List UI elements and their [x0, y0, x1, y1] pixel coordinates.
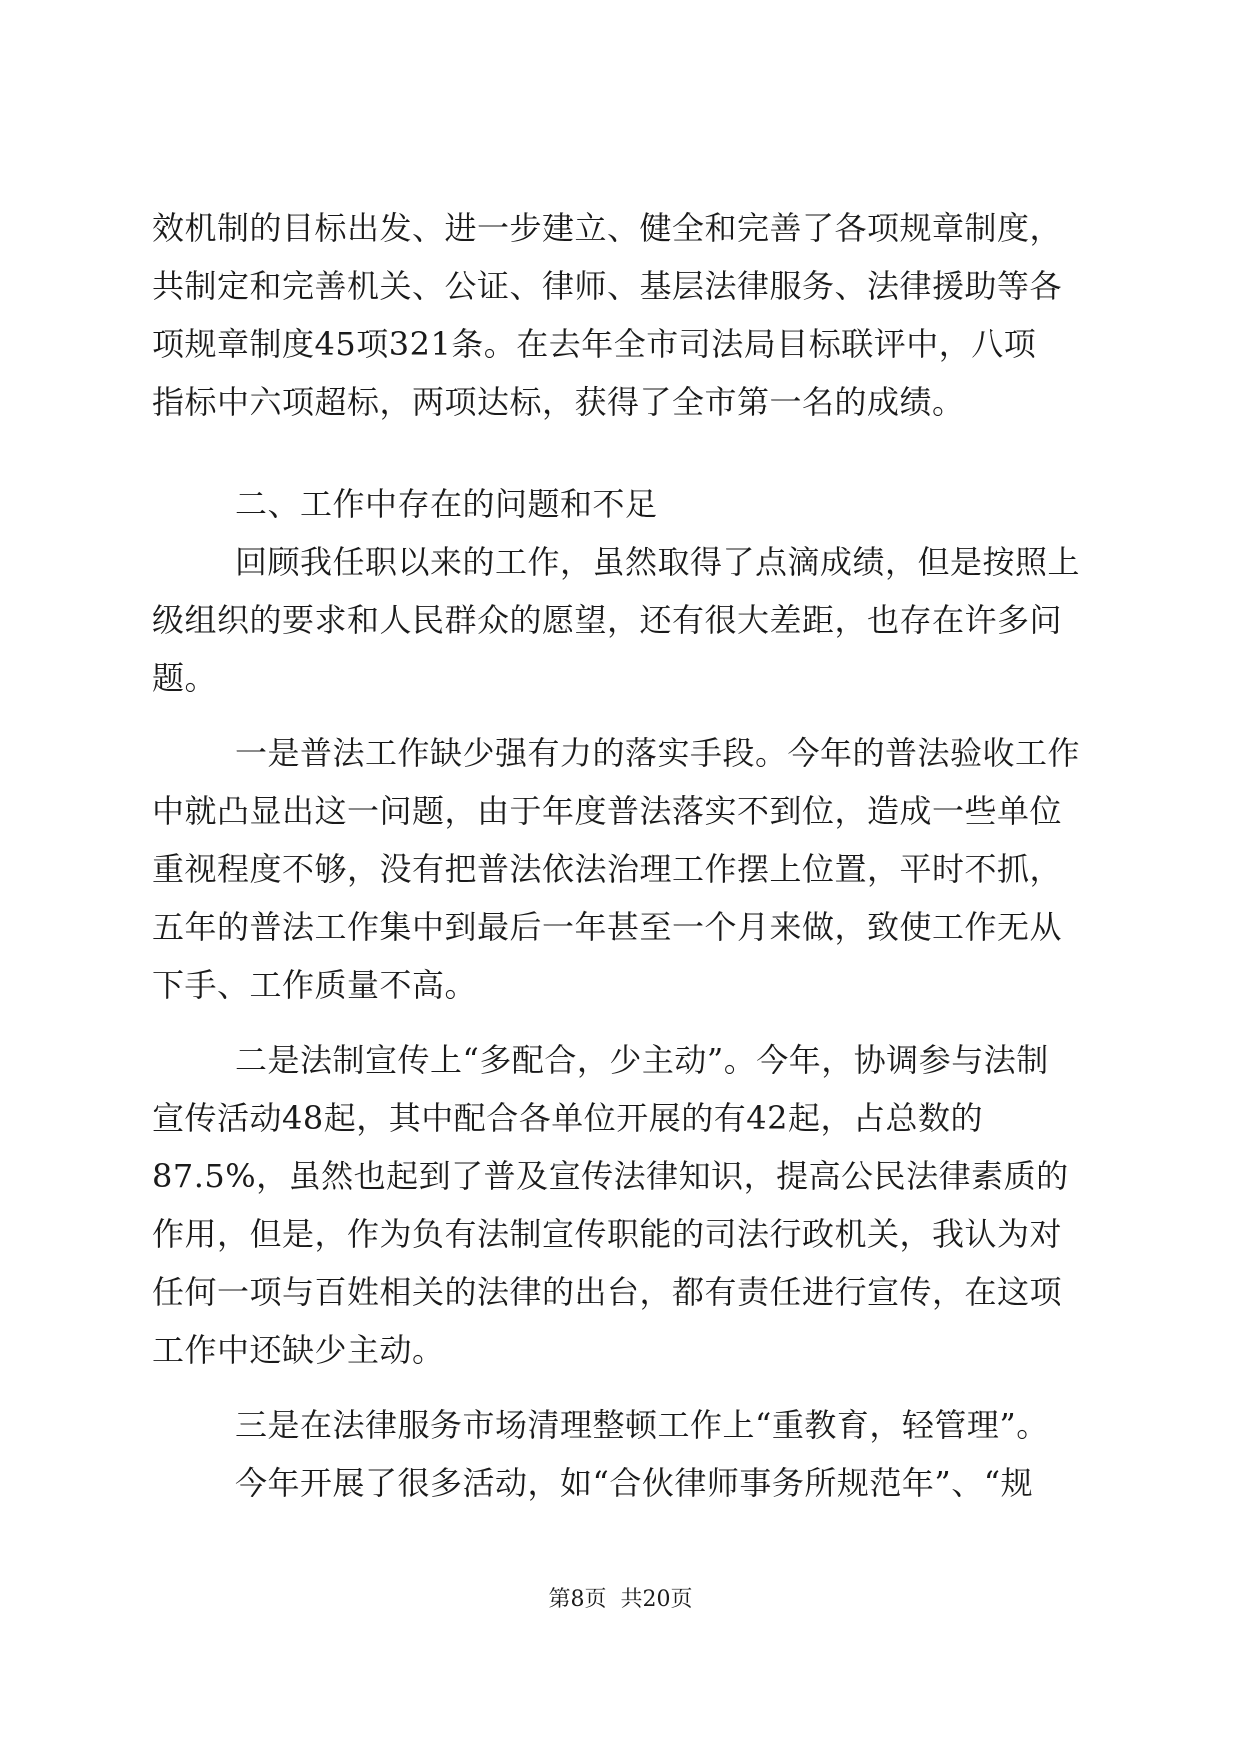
page-total: 共20页 [620, 1587, 693, 1612]
text-line: 一是普法工作缺少强有力的落实手段。今年的普法验收工作 [235, 734, 1081, 772]
text-line: 宣传活动48起，其中配合各单位开展的有42起，占总数的 [152, 1099, 983, 1137]
text-line: 二是法制宣传上“多配合，少主动”。今年，协调参与法制 [235, 1041, 1049, 1079]
text-line: 项规章制度45项321条。在去年全市司法局目标联评中，八项 [152, 325, 1037, 363]
text-line: 题。 [152, 659, 218, 697]
text-line: 重视程度不够，没有把普法依法治理工作摆上位置，平时不抓， [152, 850, 1063, 888]
text-line: 效机制的目标出发、进一步建立、健全和完善了各项规章制度， [152, 209, 1063, 247]
text-line: 作用，但是，作为负有法制宣传职能的司法行政机关，我认为对 [152, 1215, 1063, 1253]
text-line: 五年的普法工作集中到最后一年甚至一个月来做，致使工作无从 [152, 908, 1063, 946]
text-line: 共制定和完善机关、公证、律师、基层法律服务、法律援助等各 [152, 267, 1063, 305]
text-line: 下手、工作质量不高。 [152, 966, 478, 1004]
text-line: 中就凸显出这一问题，由于年度普法落实不到位，造成一些单位 [152, 792, 1063, 830]
text-line: 指标中六项超标，两项达标，获得了全市第一名的成绩。 [152, 383, 965, 421]
text-line: 任何一项与百姓相关的法律的出台，都有责任进行宣传，在这项 [152, 1273, 1063, 1311]
page-number: 第8页 [548, 1587, 607, 1612]
page-footer [0, 1586, 1241, 1614]
text-line: 级组织的要求和人民群众的愿望，还有很大差距，也存在许多问 [152, 601, 1063, 639]
section-heading: 二、工作中存在的问题和不足 [235, 485, 658, 523]
text-line: 今年开展了很多活动，如“合伙律师事务所规范年”、“规 [235, 1464, 1034, 1502]
text-line: 三是在法律服务市场清理整顿工作上“重教育，轻管理”。 [235, 1406, 1049, 1444]
text-line: 回顾我任职以来的工作，虽然取得了点滴成绩，但是按照上 [235, 543, 1081, 581]
text-line: 工作中还缺少主动。 [152, 1331, 445, 1369]
text-line: 87.5%，虽然也起到了普及宣传法律知识，提高公民法律素质的 [152, 1157, 1069, 1195]
